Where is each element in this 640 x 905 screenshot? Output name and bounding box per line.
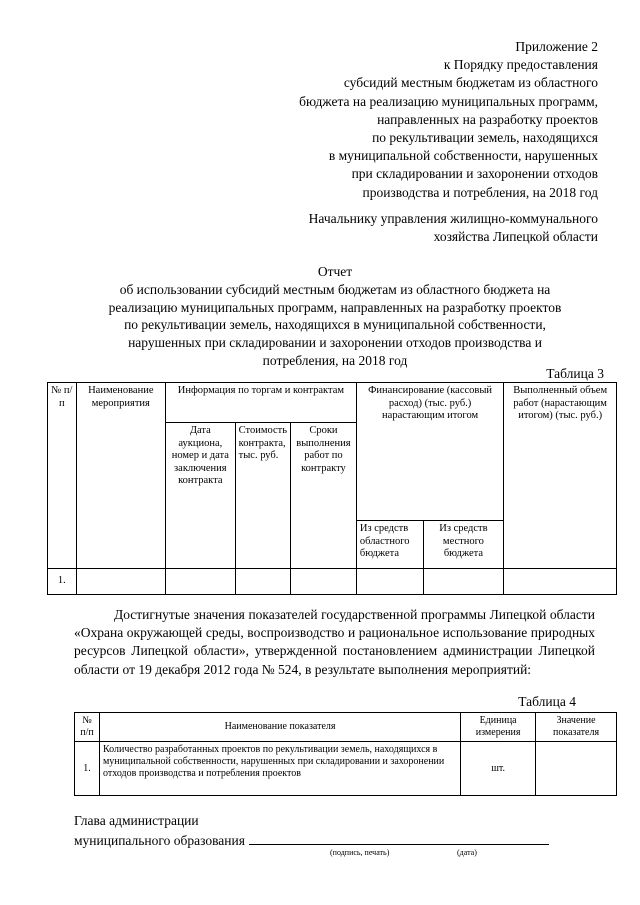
report-title-line: об использовании субсидий местным бюджетам из областного бюджета на — [119, 281, 551, 297]
t4-header-num: № п/п — [75, 713, 100, 742]
table3-label: Таблица 3 — [546, 366, 604, 381]
addressee-line: Начальнику управления жилищно-коммунального — [308, 211, 598, 226]
appendix-line: производства и потребления, на 2018 год — [362, 184, 598, 200]
signature-block — [74, 812, 549, 850]
t3-header-terms: Сроки выполнения работ по контракту — [291, 423, 357, 569]
t3-header-fin-local: Из средств местного бюджета — [423, 521, 504, 569]
report-title-line: по рекультивации земель, находящихся в муниципальной собственности, — [124, 317, 546, 333]
report-title-line: реализацию муниципальных программ, направленных на разработку проектов — [108, 299, 562, 315]
signature-org: муниципального образования — [74, 833, 245, 849]
appendix-line: Приложение 2 — [515, 39, 598, 54]
signature-line — [249, 830, 549, 845]
appendix-line: направленных на разработку проектов — [377, 111, 598, 127]
signature-caption-date: (дата) — [457, 848, 477, 857]
t3-row1-cell — [504, 569, 617, 595]
indicators-text: Достигнутые значения показателей государственной программы Липецкой области «Охрана окружающей среды, воспроизводство и рациональное использование природных ресурсов Липецкой области», утвержденной постановлением администрации Липецкой области от 19 декабря 2012 года № 524, в результате выполнения мероприятий: — [74, 607, 595, 677]
t3-row1-cell — [76, 569, 165, 595]
t3-row1-cell — [423, 569, 504, 595]
appendix-line: бюджета на реализацию муниципальных программ, — [299, 93, 598, 109]
t3-row1-cell — [291, 569, 357, 595]
report-title-line: потребления, на 2018 год — [262, 352, 408, 368]
table3 — [47, 382, 617, 595]
appendix-line: в муниципальной собственности, нарушенных — [328, 148, 598, 164]
t4-row1-name: Количество разработанных проектов по рекультивации земель, находящихся в муниципальной собственности, нарушенных при складировании и захоронении отходов производства и потребления проектов — [99, 742, 460, 796]
t3-header-financing: Финансирование (кассовый расход) (тыс. руб.) нарастающим итогом — [356, 383, 503, 521]
signature-title: Глава администрации — [74, 813, 199, 828]
table4-label: Таблица 4 — [518, 694, 576, 709]
t3-header-num: № п/п — [48, 383, 77, 569]
t3-row1-cell — [356, 569, 423, 595]
t4-header-unit: Единица измерения — [461, 713, 536, 742]
appendix-line: при складировании и захоронении отходов — [351, 166, 598, 182]
t4-row1-num: 1. — [75, 742, 100, 796]
appendix-line: к Порядку предоставления — [443, 57, 598, 73]
t3-header-info: Информация по торгам и контрактам — [166, 383, 357, 423]
t4-row1-value — [536, 742, 617, 796]
report-heading: Отчет — [317, 264, 353, 279]
t3-header-name: Наименование мероприятия — [76, 383, 165, 569]
indicators-paragraph — [74, 606, 595, 679]
t3-header-cost: Стоимость контракта, тыс. руб. — [235, 423, 290, 569]
t3-header-auction: Дата аукциона, номер и дата заключения контракта — [166, 423, 236, 569]
appendix-line: субсидий местным бюджетам из областного — [343, 75, 598, 91]
addressee-line: хозяйства Липецкой области — [433, 229, 598, 245]
appendix-header — [299, 38, 598, 202]
signature-caption-sign: (подпись, печать) — [330, 848, 390, 857]
t3-row1-cell — [235, 569, 290, 595]
t3-row1-cell — [166, 569, 236, 595]
report-title — [60, 263, 610, 370]
t3-row1-num: 1. — [48, 569, 77, 595]
table4 — [74, 712, 617, 796]
t4-header-name: Наименование показателя — [99, 713, 460, 742]
t3-header-fin-regional: Из средств областного бюджета — [356, 521, 423, 569]
addressee-block — [309, 210, 598, 246]
t4-header-value: Значение показателя — [536, 713, 617, 742]
t3-header-done: Выполненный объем работ (нарастающим итогом) (тыс. руб.) — [504, 383, 617, 569]
appendix-line: по рекультивации земель, находящихся — [372, 130, 598, 146]
report-title-line: нарушенных при складировании и захоронении отходов производства и — [128, 335, 542, 351]
t4-row1-unit: шт. — [461, 742, 536, 796]
